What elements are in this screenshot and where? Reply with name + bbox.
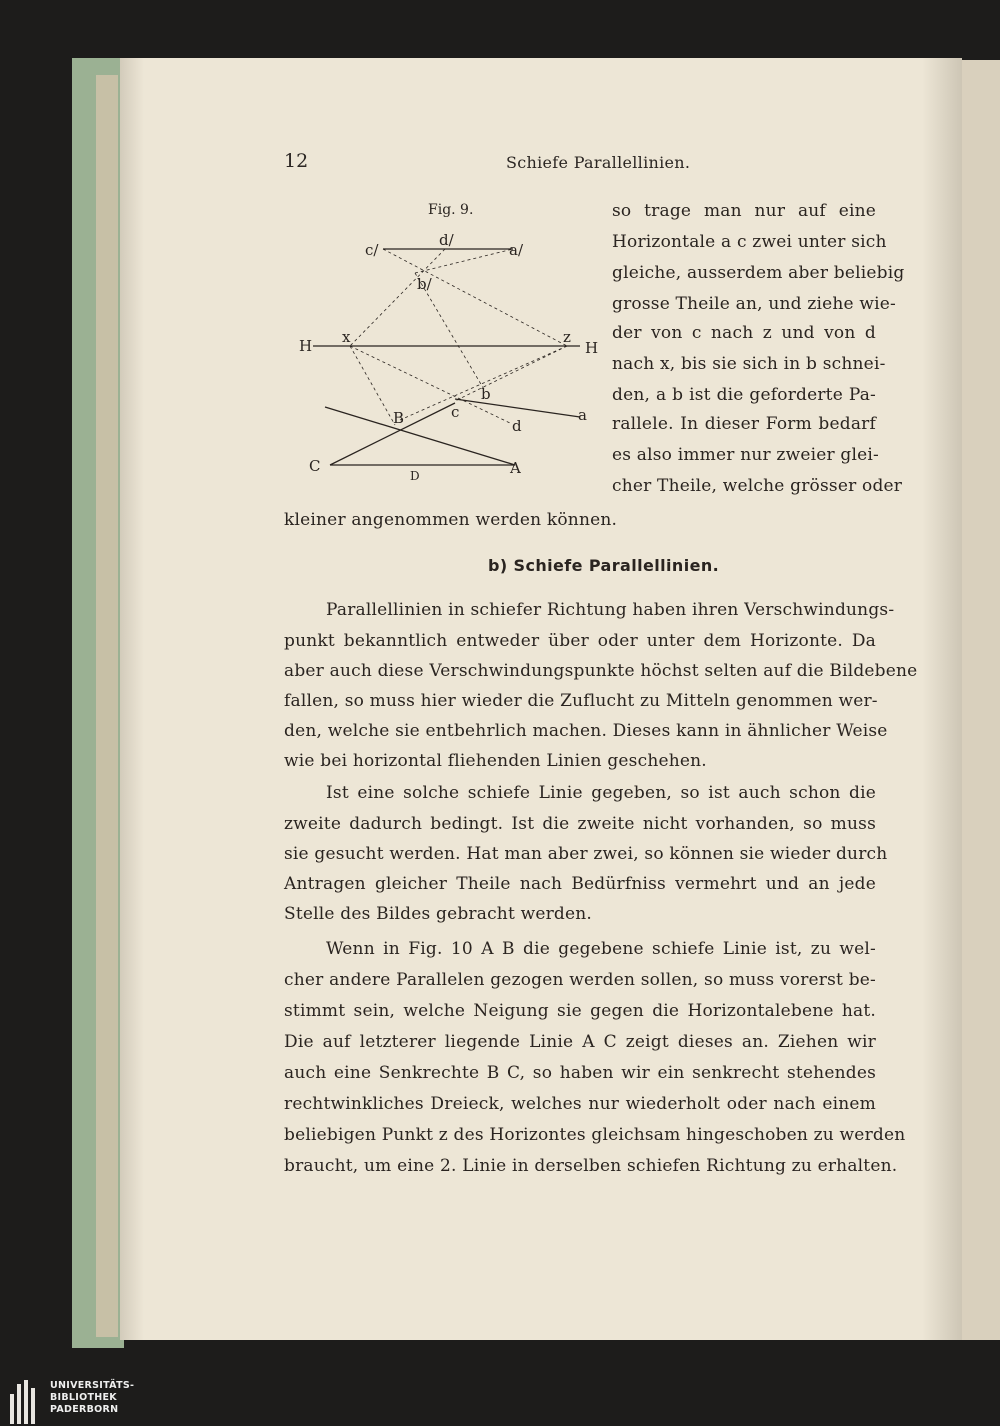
label-z: z [563, 328, 571, 346]
figure-text-line: so trage man nur auf eine [612, 201, 876, 221]
label-x: x [342, 328, 351, 346]
label-B: B [393, 409, 405, 427]
figure-text-line: cher Theile, welche grösser oder [612, 476, 903, 496]
logo-line: UNIVERSITÄTS- [50, 1380, 135, 1391]
figure-text-line: es also immer nur zweier glei- [612, 445, 879, 465]
figure-text-line: den, a b ist die geforderte Pa- [612, 385, 876, 405]
figure-text-line: grosse Theile an, und ziehe wie- [612, 294, 896, 314]
logo-line: BIBLIOTHEK [50, 1392, 117, 1403]
construct-z-B [400, 346, 567, 420]
paragraph-line: beliebigen Punkt z des Horizontes gleichsam hingeschoben zu werden [284, 1125, 906, 1145]
label-c: c [451, 403, 460, 421]
figure-text-line: der von c nach z und von d [612, 323, 876, 343]
page-number: 12 [284, 150, 309, 172]
paragraph-line: sie gesucht werden. Hat man aber zwei, so können sie wieder durch [284, 844, 888, 864]
figure-text-line: rallele. In dieser Form bedarf [612, 414, 876, 434]
paragraph-line: punkt bekanntlich entweder über oder unter dem Horizonte. Da [284, 631, 876, 651]
construct-x-B [350, 346, 395, 425]
figure-text-line: Horizontale a c zwei unter sich [612, 232, 887, 252]
paragraph-line: Die auf letzterer liegende Linie A C zeigt dieses an. Ziehen wir [284, 1032, 876, 1052]
paragraph-line: braucht, um eine 2. Linie in derselben schiefen Richtung zu erhalten. [284, 1156, 898, 1176]
paragraph-line: fallen, so muss hier wieder die Zuflucht zu Mitteln genommen wer- [284, 691, 878, 711]
label-a-prime: a/ [509, 241, 523, 259]
label-H-right: H [585, 339, 599, 357]
paragraph-line: den, welche sie entbehrlich machen. Dieses kann in ähnlicher Weise [284, 721, 888, 741]
paragraph-line: Stelle des Bildes gebracht werden. [284, 904, 593, 924]
paragraph-line: wie bei horizontal fliehenden Linien geschehen. [284, 751, 707, 771]
label-b-prime: b/ [417, 275, 432, 293]
paragraph-line: rechtwinkliches Dreieck, welches nur wiederholt oder nach einem [284, 1094, 876, 1114]
label-d: d [512, 417, 522, 435]
paragraph-line: zweite dadurch bedingt. Ist die zweite nicht vorhanden, so muss [284, 814, 876, 834]
footer-bar [0, 1376, 1000, 1426]
edge-shadow [922, 58, 962, 1340]
paragraph-line: stimmt sein, welche Neigung sie gegen die Horizontalebene hat. [284, 1001, 876, 1021]
construct-c-z [383, 249, 567, 346]
construct-d-x [350, 249, 445, 346]
label-b: b [481, 385, 491, 403]
line-B-A [325, 407, 515, 465]
figure-text-line: gleiche, ausserdem aber beliebig [612, 263, 905, 283]
running-title: Schiefe Parallellinien. [506, 153, 691, 172]
paragraph-line: Ist eine solche schiefe Linie gegeben, so ist auch schon die [326, 783, 876, 803]
gutter-shadow [120, 58, 144, 1340]
logo-bars-icon [10, 1380, 40, 1424]
figure-caption: Fig. 9. [428, 202, 474, 218]
logo-text [50, 1380, 134, 1416]
figure-9-diagram [295, 225, 615, 490]
label-A: A [510, 459, 521, 477]
label-d-prime: d/ [439, 231, 454, 249]
paragraph-line: auch eine Senkrechte B C, so haben wir ein senkrecht stehendes [284, 1063, 876, 1083]
paragraph-line: aber auch diese Verschwindungspunkte höchst selten auf die Bildebene [284, 661, 918, 681]
construct-b-prime-a-prime [415, 249, 513, 273]
figure-text-line: nach x, bis sie sich in b schnei- [612, 354, 886, 374]
label-D: D [410, 469, 420, 483]
label-a: a [578, 406, 587, 424]
logo-line: PADERBORN [50, 1404, 119, 1415]
construct-z-c [455, 346, 567, 401]
label-c-prime: c/ [365, 241, 379, 259]
paragraph-line: Parallellinien in schiefer Richtung haben ihren Verschwindungs- [326, 600, 895, 620]
page-edges [96, 75, 118, 1337]
label-H-left: H [299, 337, 313, 355]
after-figure-line: kleiner angenommen werden können. [284, 510, 618, 530]
paragraph-line: Antragen gleicher Theile nach Bedürfniss vermehrt und an jede [284, 874, 876, 894]
label-C: C [309, 457, 321, 475]
section-heading: b) Schiefe Parallellinien. [488, 556, 720, 575]
paragraph-line: cher andere Parallelen gezogen werden sollen, so muss vorerst be- [284, 970, 876, 990]
paragraph-line: Wenn in Fig. 10 A B die gegebene schiefe Linie ist, zu wel- [326, 939, 876, 959]
line-c-a [455, 399, 580, 417]
facing-page-edge [962, 60, 1000, 1340]
library-logo [10, 1380, 140, 1424]
